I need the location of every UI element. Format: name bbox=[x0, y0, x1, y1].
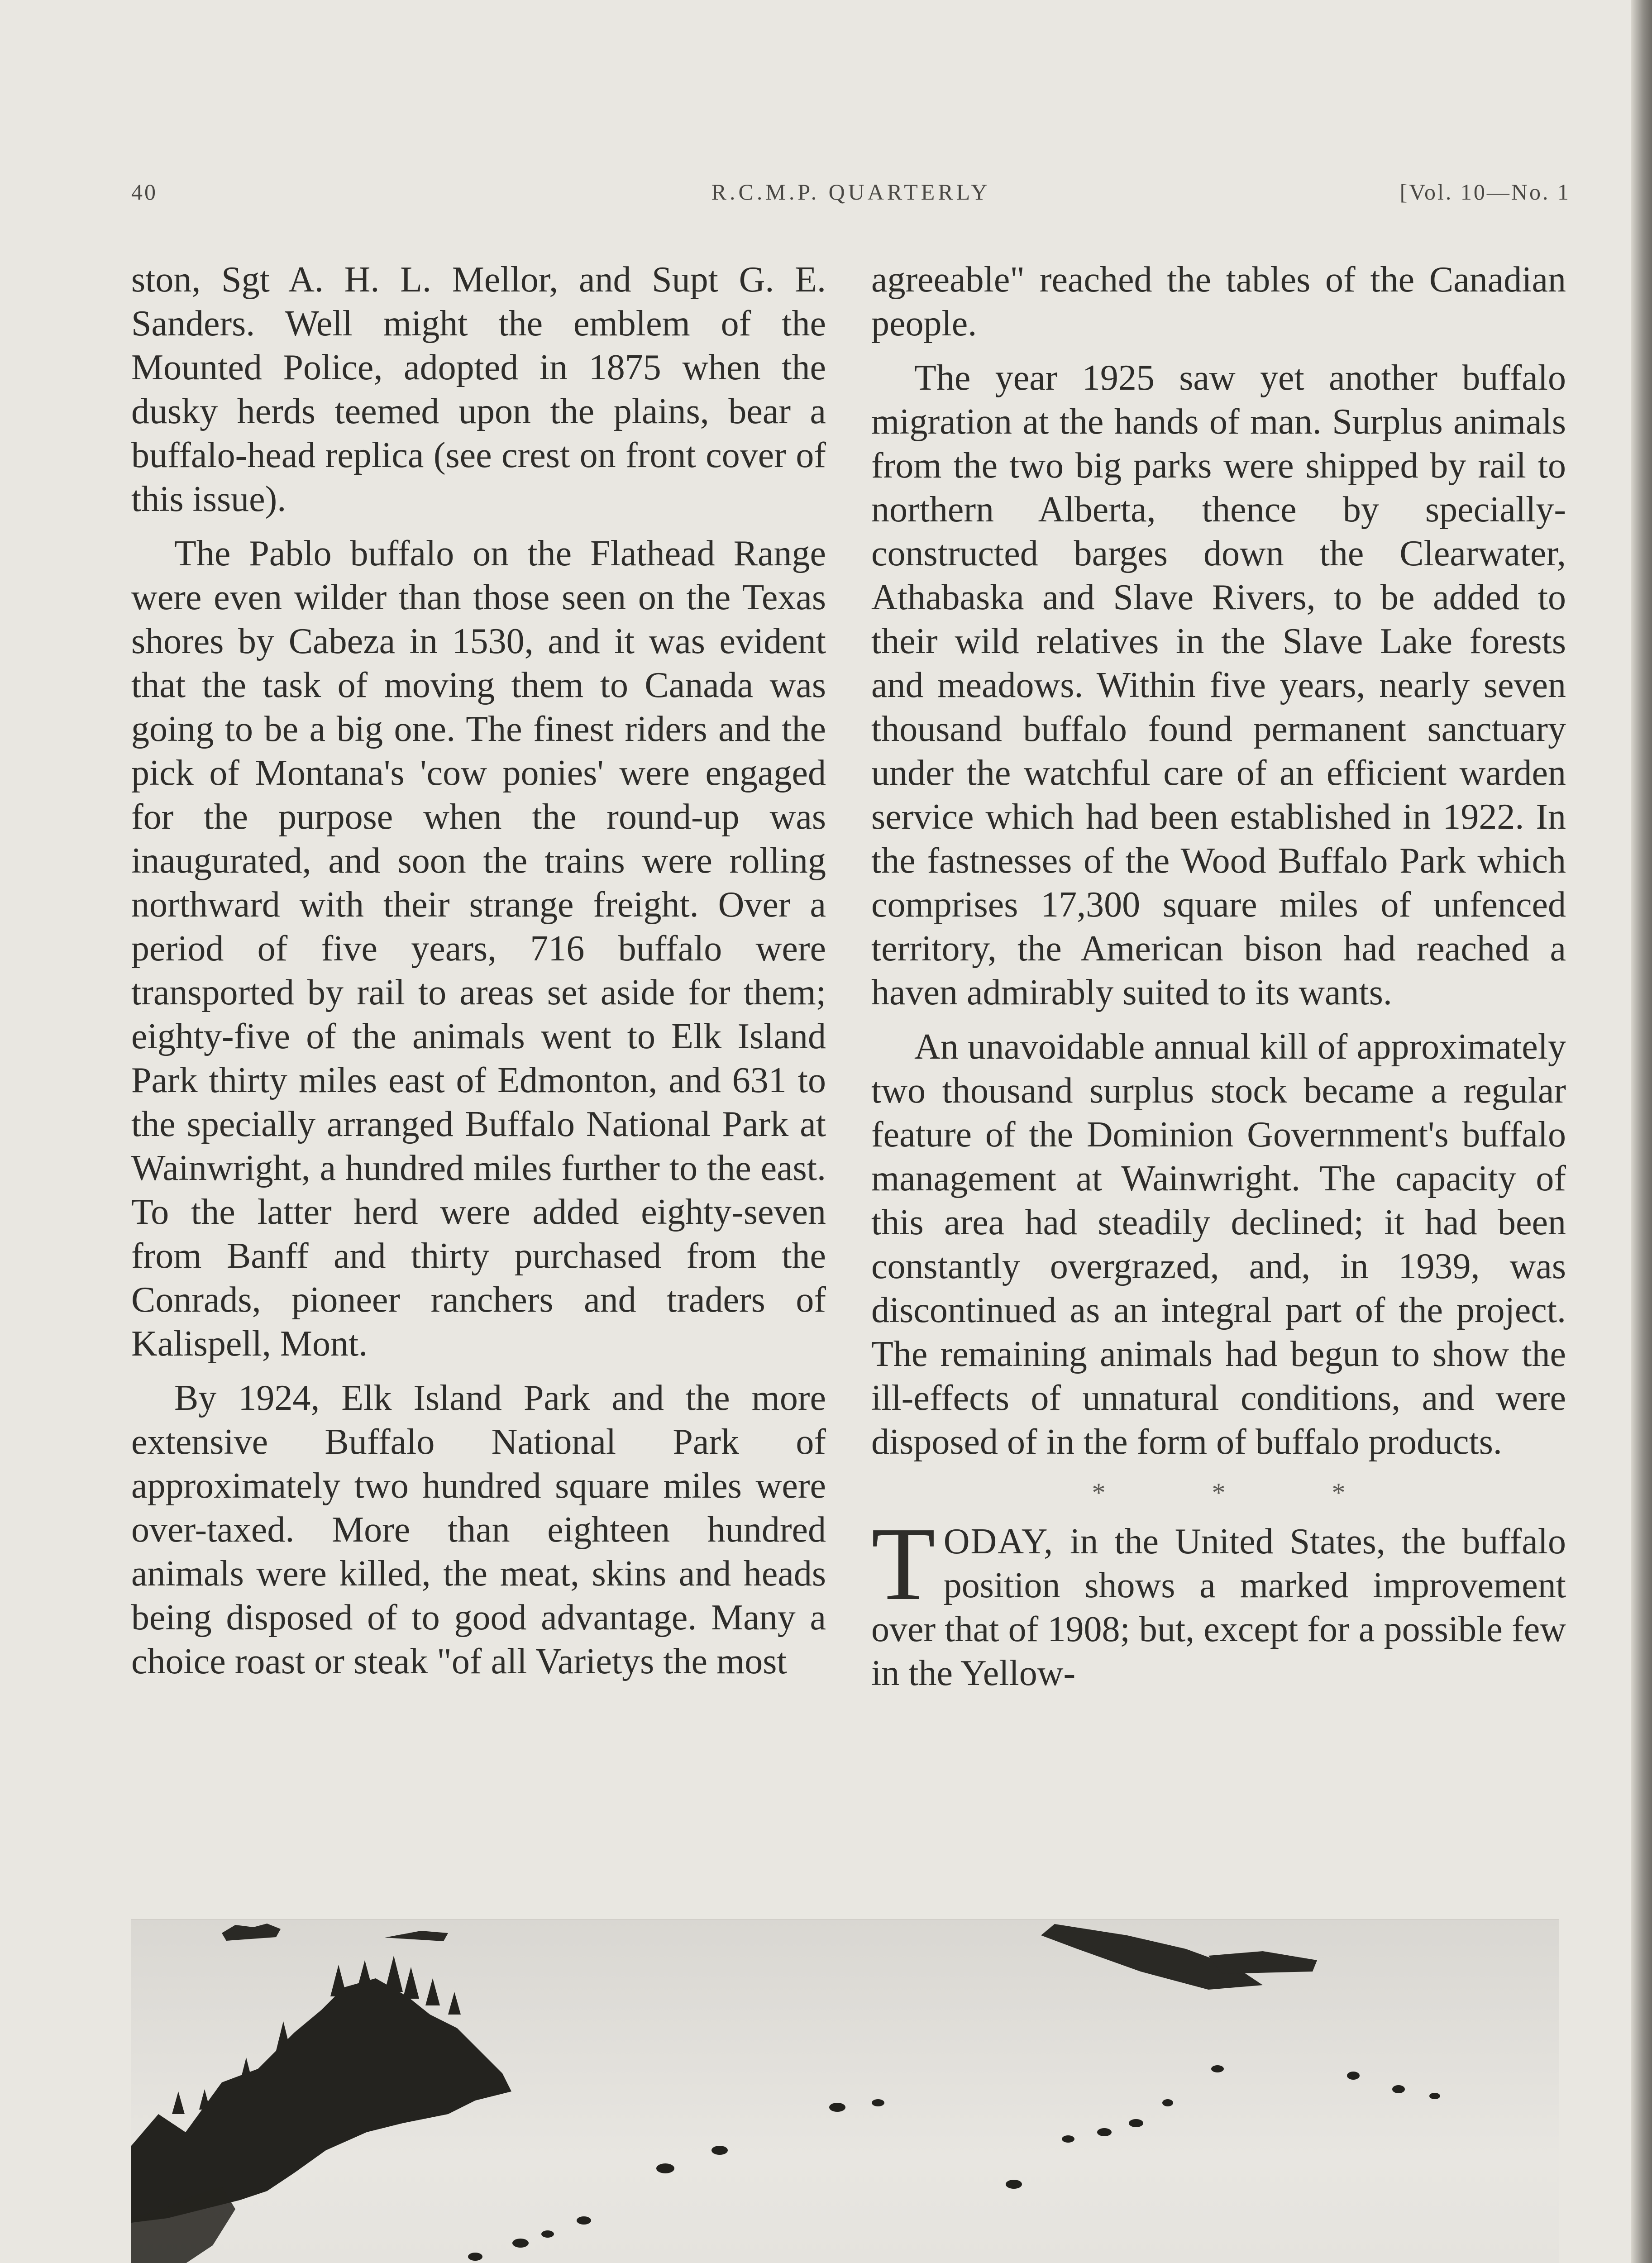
paragraph-with-dropcap bbox=[871, 1506, 1566, 1695]
right-column bbox=[871, 258, 1566, 1860]
running-header bbox=[131, 179, 1571, 220]
winter-buffalo-photo bbox=[131, 1919, 1559, 2263]
drop-cap: T bbox=[871, 1506, 936, 1622]
volume-number: [Vol. 10—No. 1 bbox=[1399, 179, 1571, 205]
left-column bbox=[131, 258, 826, 1860]
section-break-asterisks: * * * bbox=[1092, 1478, 1346, 1508]
paragraph: ston, Sgt A. H. L. Mellor, and Supt G. E. Sanders. Well might the emblem of the Mounted Police, adopted in 1875 when the dusky herds teemed upon the plains, bear a buffalo-head replica (see crest on front cover of this issue). bbox=[131, 260, 826, 519]
page-number: 40 bbox=[131, 179, 158, 205]
paragraph: agreeable" reached the tables of the Canadian people. bbox=[871, 260, 1566, 344]
page-edge-shadow bbox=[1631, 0, 1652, 2263]
paragraph: An unavoidable annual kill of approximately two thousand surplus stock became a regular feature of the Dominion Government's buffalo management at Wainwright. The capacity of this area had steadily declined; it had been constantly overgrazed, and, in 1939, was discontinued as an integral part of the project. The remaining animals had begun to show the ill-effects of unnatural conditions, and were disposed of in the form of buffalo products. bbox=[871, 1027, 1566, 1462]
paragraph-text: in the United States, the buffalo position shows a marked improvement over that of 1908; but, except for a possible few in the Yellow- bbox=[871, 1522, 1566, 1693]
paragraph: The Pablo buffalo on the Flathead Range were even wilder than those seen on the Texas shores by Cabeza in 1530, and it was evident that the task of moving them to Canada was going to be a big one. The finest riders and the pick of Montana's 'cow ponies' were engaged for the purpose when the round-up was inaugurated, and soon the trains were rolling northward with their strange freight. Over a period of five years, 716 buffalo were transported by rail to areas set aside for them; eighty-five of the animals went to Elk Island Park thirty miles east of Edmonton, and 631 to the specially arranged Buffalo National Park at Wainwright, a hundred miles further to the east. To the latter herd were added eighty-seven from Banff and thirty purchased from the Conrads, pioneer ranchers and traders of Kalispell, Mont. bbox=[131, 534, 826, 1364]
small-caps-word: ODAY, bbox=[943, 1522, 1054, 1561]
paragraph: By 1924, Elk Island Park and the more extensive Buffalo National Park of approximately two hundred square miles were over-taxed. More than eighteen hundred animals were killed, the meat, skins and heads being disposed of to good advantage. Many a choice roast or steak "of all Varietys the most bbox=[131, 1378, 826, 1681]
paragraph: The year 1925 saw yet another buffalo migration at the hands of man. Surplus animals from the two big parks were shipped by rail to northern Alberta, thence by specially-constructed barges down the Clearwater, Athabaska and Slave Rivers, to be added to their wild relatives in the Slave Lake forests and meadows. Within five years, nearly seven thousand buffalo found permanent sanctuary under the watchful care of an efficient warden service which had been established in 1922. In the fastnesses of the Wood Buffalo Park which comprises 17,300 square miles of unfenced territory, the American bison had reached a haven admirably suited to its wants. bbox=[871, 358, 1566, 1012]
journal-title: R.C.M.P. QUARTERLY bbox=[711, 179, 991, 205]
